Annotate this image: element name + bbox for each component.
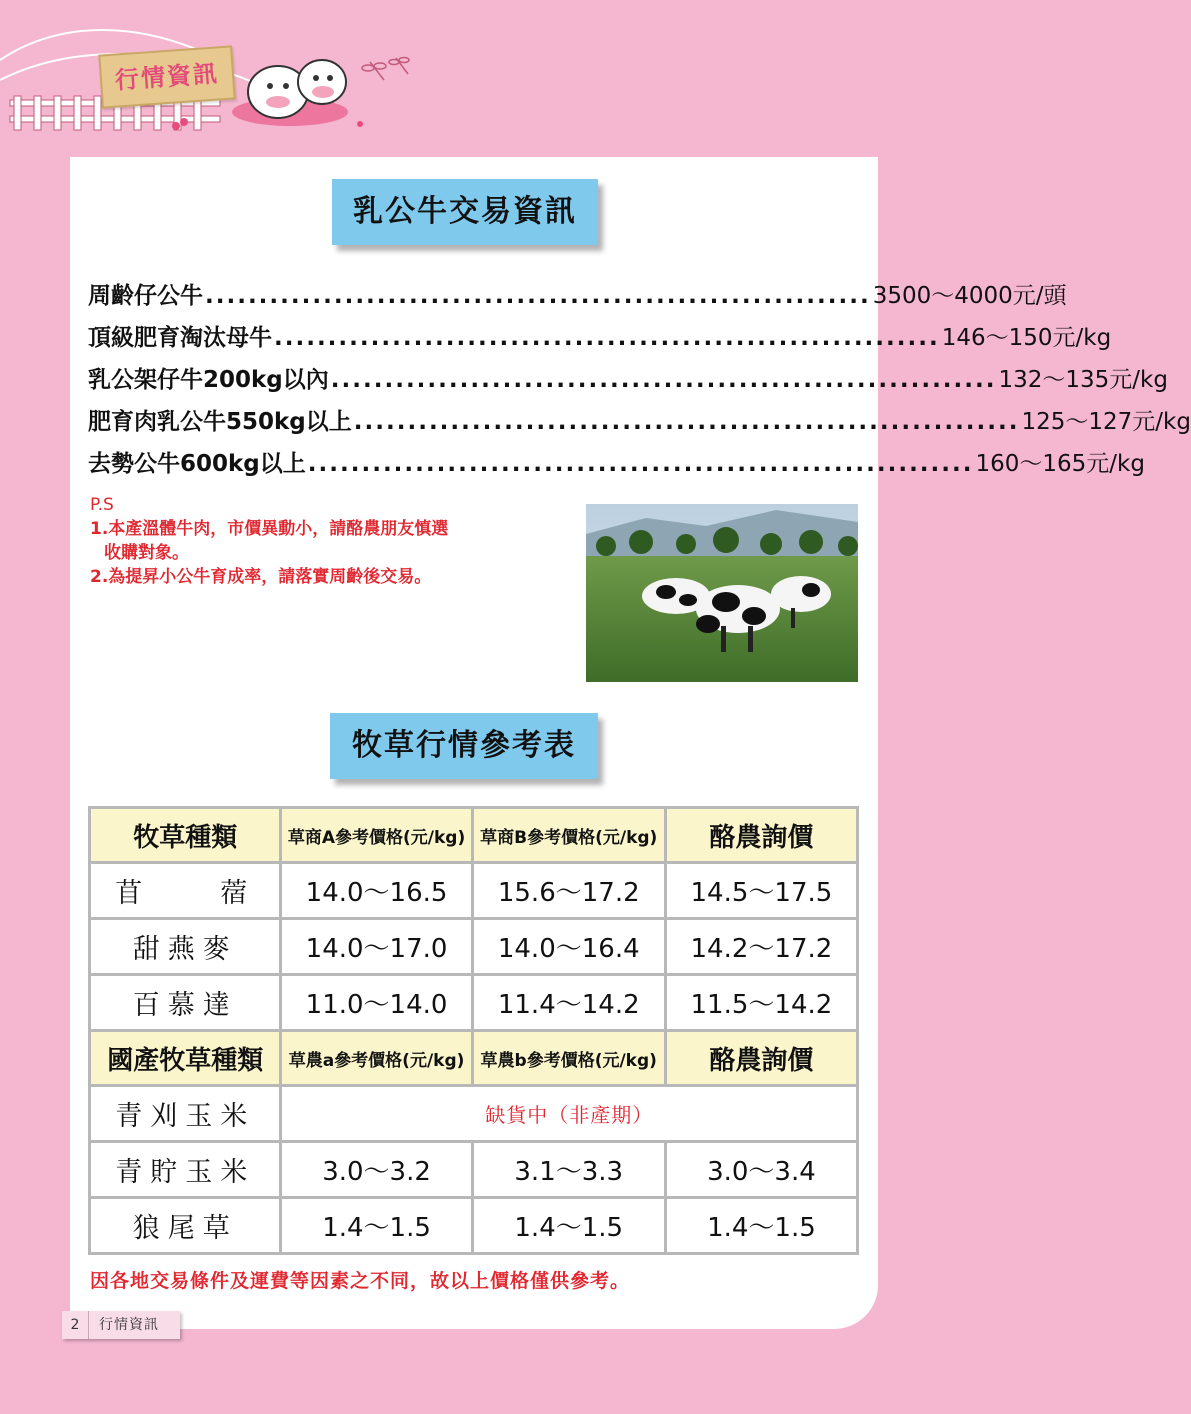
price-item-value: 125～127元/kg <box>1021 409 1191 435</box>
price-item-name: 肥育肉乳公牛550kg以上 <box>88 409 352 435</box>
section-tag <box>98 45 235 108</box>
price-cell: 3.0～3.2 <box>281 1142 472 1198</box>
price-cell: 11.5～14.2 <box>665 975 857 1031</box>
price-cell: 14.0～16.4 <box>472 919 665 975</box>
price-item-name: 周齡仔公牛 <box>88 283 203 309</box>
table-header-row <box>90 808 858 863</box>
page-header <box>0 0 948 150</box>
header-cell: 酪農詢價 <box>665 1031 857 1086</box>
footer-section-label: 行情資訊 <box>99 1317 159 1333</box>
table-row <box>90 863 858 919</box>
price-cell: 3.1～3.3 <box>472 1142 665 1198</box>
page-footer-tag <box>62 1311 180 1339</box>
table-row <box>90 1142 858 1198</box>
table-header-row <box>90 1031 858 1086</box>
price-item-value: 160～165元/kg <box>975 451 1145 477</box>
price-disclaimer: 因各地交易條件及運費等因素之不同，故以上價格僅供參考。 <box>90 1270 631 1292</box>
grass-type-cell: 青刈玉米 <box>90 1086 281 1142</box>
cows-grazing-photo <box>586 504 858 682</box>
forage-title: 牧草行情參考表 <box>330 713 598 779</box>
grass-type-cell: 苜 蓿 <box>90 863 281 919</box>
price-cell: 15.6～17.2 <box>472 863 665 919</box>
grass-type-cell: 青貯玉米 <box>90 1142 281 1198</box>
header-cell: 草商A參考價格(元/kg) <box>281 808 472 863</box>
price-cell: 1.4～1.5 <box>665 1198 857 1254</box>
price-cell: 14.0～16.5 <box>281 863 472 919</box>
dot-leader: .............................................................. <box>353 409 1020 435</box>
price-row <box>88 361 1168 403</box>
header-cell: 草商B參考價格(元/kg) <box>472 808 665 863</box>
section-tag-label: 行情資訊 <box>114 59 220 95</box>
header-cell: 草農a參考價格(元/kg) <box>281 1031 472 1086</box>
price-row <box>88 445 1145 487</box>
dairy-bull-price-list <box>88 277 1191 487</box>
price-item-name: 乳公架仔牛200kg以內 <box>88 367 329 393</box>
dot-leader: .............................................................. <box>307 451 974 477</box>
grass-type-cell: 甜燕麥 <box>90 919 281 975</box>
dragonfly-icon <box>362 58 409 81</box>
price-cell: 1.4～1.5 <box>472 1198 665 1254</box>
grass-type-cell: 狼尾草 <box>90 1198 281 1254</box>
ps-note-2: 2.為提昇小公牛育成率，請落實周齡後交易。 <box>90 567 432 587</box>
header-cell: 國產牧草種類 <box>90 1031 281 1086</box>
header-cell: 酪農詢價 <box>665 808 857 863</box>
price-item-name: 頂級肥育淘汰母牛 <box>88 325 272 351</box>
price-item-value: 3500～4000元/頭 <box>872 283 1067 309</box>
price-cell: 1.4～1.5 <box>281 1198 472 1254</box>
ps-notes <box>90 493 448 589</box>
price-item-name: 去勢公牛600kg以上 <box>88 451 306 477</box>
page-number: 2 <box>62 1311 89 1339</box>
header-cell: 牧草種類 <box>90 808 281 863</box>
table-row <box>90 919 858 975</box>
price-row <box>88 319 1112 361</box>
cow-mascot-icon <box>232 60 348 126</box>
price-row <box>88 277 1067 319</box>
table-row <box>90 1198 858 1254</box>
price-cell: 11.4～14.2 <box>472 975 665 1031</box>
price-cell: 3.0～3.4 <box>665 1142 857 1198</box>
dot-leader: .............................................................. <box>330 367 997 393</box>
forage-price-table <box>88 806 859 1255</box>
price-item-value: 132～135元/kg <box>998 367 1168 393</box>
price-row <box>88 403 1191 445</box>
price-item-value: 146～150元/kg <box>941 325 1112 351</box>
price-cell: 14.0～17.0 <box>281 919 472 975</box>
price-cell: 11.0～14.0 <box>281 975 472 1031</box>
table-row <box>90 975 858 1031</box>
header-cell: 草農b參考價格(元/kg) <box>472 1031 665 1086</box>
dot-leader: .............................................................. <box>274 325 940 351</box>
table-row <box>90 1086 858 1142</box>
price-cell: 14.5～17.5 <box>665 863 857 919</box>
dairy-bull-title: 乳公牛交易資訊 <box>332 179 598 245</box>
ps-label: P.S <box>90 495 114 515</box>
dot-leader: .............................................................. <box>205 283 871 309</box>
price-cell: 14.2～17.2 <box>665 919 857 975</box>
out-of-stock-cell: 缺貨中（非產期） <box>281 1086 858 1142</box>
ps-note-1: 1.本產溫體牛肉，市價異動小，請酪農朋友慎選 <box>90 519 449 539</box>
grass-type-cell: 百慕達 <box>90 975 281 1031</box>
ps-note-1-cont: 收購對象。 <box>104 543 189 563</box>
